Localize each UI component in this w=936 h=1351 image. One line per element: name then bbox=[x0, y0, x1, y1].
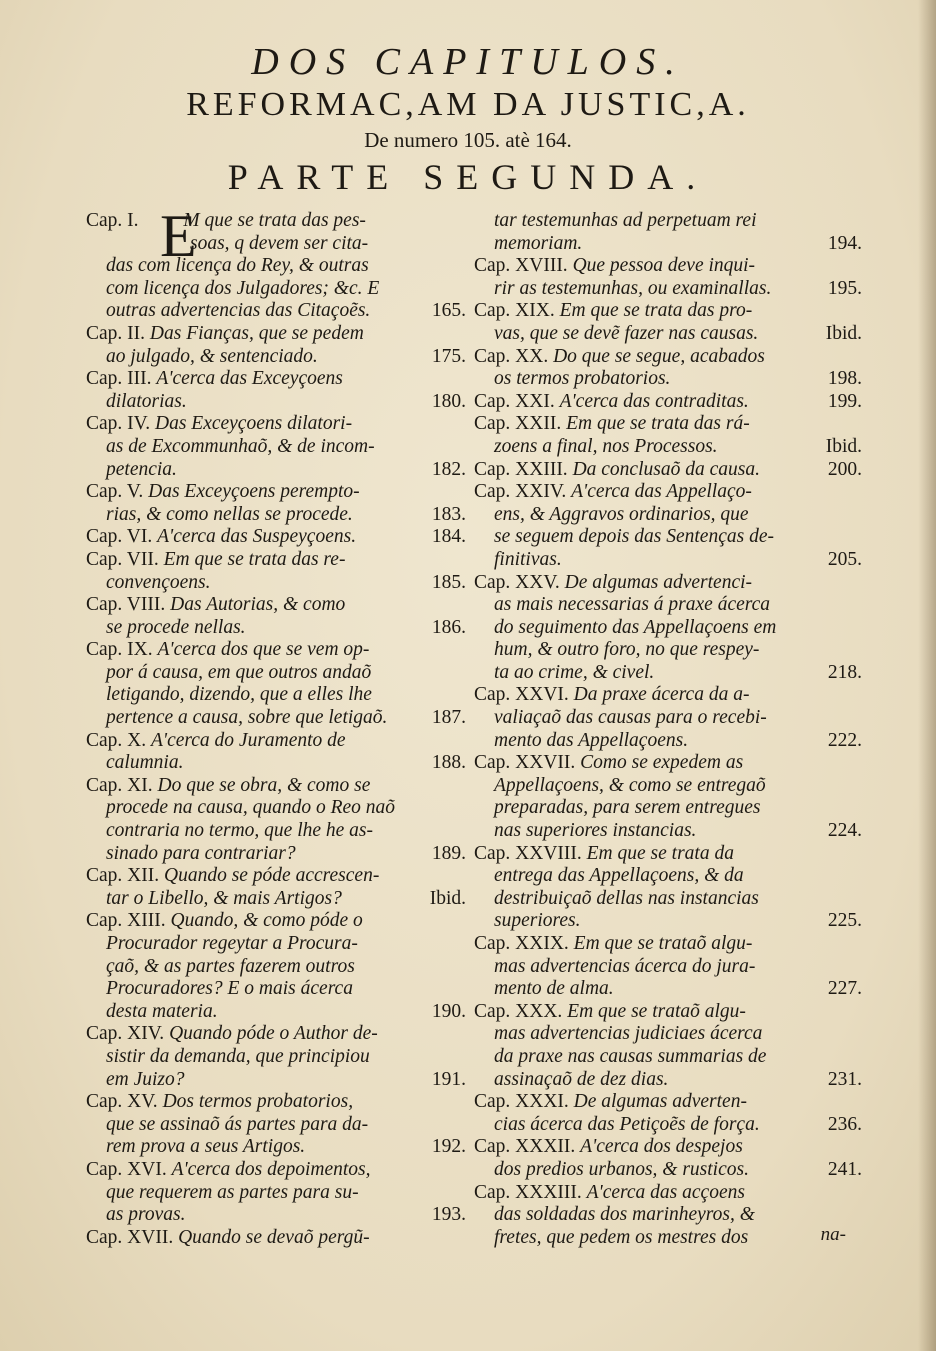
toc-line bbox=[474, 1113, 862, 1137]
chapter-title-text: Quando póde o Author de- bbox=[169, 1023, 378, 1045]
toc-line bbox=[474, 572, 854, 595]
toc-line bbox=[474, 277, 862, 301]
toc-line bbox=[86, 346, 466, 369]
page-number: 222. bbox=[827, 729, 862, 751]
page-number: 225. bbox=[827, 910, 862, 932]
chapter-title-text: desta materia. bbox=[106, 1000, 218, 1022]
toc-line bbox=[86, 549, 466, 572]
chapter-title-text: Das Fianças, que se pedem bbox=[149, 322, 364, 344]
toc-line bbox=[474, 458, 862, 482]
toc-entry bbox=[86, 526, 466, 549]
chapter-number: Cap. XXXIII. bbox=[474, 1181, 582, 1203]
toc-line bbox=[86, 797, 466, 820]
page-number: 194. bbox=[827, 232, 862, 254]
toc-line bbox=[86, 572, 466, 595]
toc-line bbox=[474, 504, 854, 527]
toc-line bbox=[86, 843, 466, 866]
chapter-number: Cap. XXV. bbox=[474, 571, 560, 593]
toc-line bbox=[86, 910, 466, 933]
toc-entry bbox=[474, 210, 862, 255]
chapter-title-text: Da praxe ácerca da a- bbox=[573, 684, 750, 706]
chapter-title-text: ta ao crime, & civel. bbox=[494, 661, 655, 683]
chapter-title-text: Em que se trataõ algu- bbox=[567, 1000, 746, 1022]
header-range: De numero 105. atè 164. bbox=[364, 128, 572, 152]
toc-entry bbox=[474, 458, 862, 482]
chapter-title-text: as mais necessarias á praxe ácerca bbox=[494, 594, 771, 616]
chapter-title-text: Que pessoa deve inqui- bbox=[572, 255, 756, 277]
toc-line bbox=[474, 888, 854, 911]
toc-line bbox=[86, 730, 466, 753]
chapter-number: Cap. XII. bbox=[86, 865, 160, 887]
chapter-title-text: memoriam. bbox=[494, 232, 583, 254]
toc-line bbox=[474, 752, 854, 775]
chapter-title-text: os termos probatorios. bbox=[494, 368, 671, 390]
toc-entry bbox=[474, 255, 862, 300]
toc-line bbox=[86, 1091, 466, 1114]
chapter-number: Cap. XIV. bbox=[86, 1023, 165, 1045]
chapter-title-text: calumnia. bbox=[106, 752, 184, 774]
chapter-title-text: Em que se trata das re- bbox=[163, 548, 346, 570]
chapter-title-text: sistir da demanda, que principiou bbox=[106, 1045, 370, 1067]
chapter-title-text: Do que se obra, & como se bbox=[157, 774, 371, 796]
toc-line bbox=[474, 368, 862, 391]
chapter-number: Cap. I. bbox=[86, 210, 139, 231]
chapter-title-text: Quando se póde accrescen- bbox=[163, 865, 380, 887]
chapter-title-text: Da conclusaõ da causa. bbox=[572, 458, 760, 480]
chapter-title-text: mas advertencias judiciaes ácerca bbox=[494, 1023, 763, 1045]
toc-entry bbox=[474, 300, 862, 345]
chapter-title-text: A'cerca dos que se vem op- bbox=[157, 639, 370, 661]
chapter-number: Cap. XV. bbox=[86, 1091, 158, 1113]
toc-entry bbox=[86, 549, 466, 594]
drop-capital: E bbox=[160, 203, 197, 269]
toc-line bbox=[474, 346, 854, 369]
chapter-title-text: vas, que se devẽ fazer nas causas. bbox=[494, 322, 759, 344]
toc-line bbox=[474, 729, 862, 753]
toc-entry bbox=[86, 323, 466, 368]
toc-line bbox=[474, 1046, 854, 1069]
toc-line bbox=[86, 888, 466, 911]
toc-line bbox=[86, 933, 466, 956]
chapter-number: Cap. XXII. bbox=[474, 413, 562, 435]
chapter-title-text: nas superiores instancias. bbox=[494, 820, 697, 842]
chapter-title-text: se procede nellas. bbox=[106, 616, 246, 638]
toc-line bbox=[474, 390, 862, 414]
chapter-title-text: A'cerca das contraditas. bbox=[559, 390, 749, 412]
page-number: 205. bbox=[827, 548, 862, 570]
toc-line bbox=[86, 368, 466, 391]
page-number: 236. bbox=[827, 1113, 862, 1135]
chapter-title-text: da praxe nas causas summarias de bbox=[494, 1045, 767, 1067]
chapter-number: Cap. VI. bbox=[86, 526, 153, 548]
toc-entry bbox=[86, 203, 466, 323]
toc-entry bbox=[474, 842, 862, 933]
page-number: 186. bbox=[431, 616, 466, 638]
toc-line bbox=[86, 662, 466, 685]
toc-line bbox=[86, 1204, 466, 1227]
toc-line bbox=[474, 639, 854, 662]
toc-right-column bbox=[474, 210, 862, 1249]
chapter-number: Cap. V. bbox=[86, 481, 144, 503]
toc-line bbox=[474, 481, 854, 504]
chapter-number: Cap. XXVIII. bbox=[474, 842, 582, 864]
chapter-title-text: A'cerca dos despejos bbox=[580, 1136, 743, 1158]
page-number: 218. bbox=[827, 661, 862, 683]
toc-line bbox=[86, 1069, 466, 1092]
chapter-title-text: mento de alma. bbox=[494, 978, 614, 1000]
toc-line bbox=[474, 526, 854, 549]
toc-line bbox=[474, 1227, 854, 1250]
chapter-title-text: Quando, & como póde o bbox=[170, 910, 363, 932]
chapter-number: Cap. XVII. bbox=[86, 1226, 174, 1248]
header-subtitle: REFORMAC,AM DA JUSTIC,A. bbox=[186, 86, 750, 123]
toc-line bbox=[86, 300, 466, 323]
toc-entry bbox=[474, 933, 862, 1001]
page-number: 227. bbox=[827, 978, 862, 1000]
toc-line bbox=[86, 436, 466, 459]
chapter-number: Cap. XXX. bbox=[474, 1000, 563, 1022]
toc-line bbox=[474, 210, 854, 233]
chapter-title-text: Em que se trataõ algu- bbox=[573, 933, 753, 954]
toc-line bbox=[86, 1114, 466, 1137]
page-number: Ibid. bbox=[825, 435, 862, 457]
toc-line bbox=[474, 843, 854, 866]
toc-line bbox=[474, 548, 862, 572]
page-number: Ibid. bbox=[429, 887, 466, 909]
chapter-title-text: do seguimento das Appellaçoens em bbox=[494, 616, 777, 638]
toc-line bbox=[474, 300, 854, 323]
page-number: 188. bbox=[431, 752, 466, 774]
toc-entry bbox=[474, 1091, 862, 1136]
toc-line bbox=[86, 956, 466, 979]
page-number: 175. bbox=[431, 345, 466, 367]
chapter-title-text: entrega das Appellaçoens, & da bbox=[494, 865, 744, 887]
chapter-number: Cap. II. bbox=[86, 322, 146, 344]
chapter-title-text: Procuradores? E o mais ácerca bbox=[106, 978, 353, 1000]
chapter-title-text: das soldadas dos marinheyros, & bbox=[494, 1204, 755, 1226]
page-number: 200. bbox=[827, 458, 862, 480]
toc-line bbox=[86, 684, 466, 707]
chapter-title-text: mento das Appellaçoens. bbox=[494, 729, 689, 751]
chapter-title-text: das com licença do Rey, & outras bbox=[106, 255, 369, 277]
toc-line bbox=[474, 797, 854, 820]
header-title: DOS CAPITULOS. bbox=[251, 41, 685, 83]
page-number: 199. bbox=[827, 390, 862, 412]
toc-entry bbox=[474, 1182, 854, 1250]
chapter-title-text: Em que se trata das pro- bbox=[559, 300, 753, 322]
chapter-title-text: zoens a final, nos Processos. bbox=[494, 435, 718, 457]
toc-line bbox=[474, 956, 854, 979]
toc-entry bbox=[86, 368, 466, 413]
toc-line bbox=[86, 278, 466, 301]
toc-line bbox=[86, 255, 466, 278]
chapter-number: Cap. XIII. bbox=[86, 910, 166, 932]
chapter-title-text: A'cerca do Juramento de bbox=[151, 729, 346, 751]
chapter-number: Cap. XXVI. bbox=[474, 684, 569, 706]
chapter-title-text: com licença dos Julgadores; &c. E bbox=[106, 277, 380, 299]
chapter-title-text: tar o Libello, & mais Artigos? bbox=[106, 887, 342, 909]
page-number: 224. bbox=[827, 820, 862, 842]
toc-line bbox=[86, 978, 466, 1001]
toc-line bbox=[474, 707, 854, 730]
toc-line bbox=[86, 1136, 466, 1159]
toc-line bbox=[474, 1001, 854, 1024]
chapter-title-text: Quando se devaõ pergũ- bbox=[178, 1226, 370, 1248]
chapter-title-text: letigando, dizendo, que a elles lhe bbox=[106, 684, 372, 706]
chapter-title-text: convençoens. bbox=[106, 571, 211, 593]
page-number: 183. bbox=[431, 503, 466, 525]
chapter-title-text: dos predios urbanos, & rusticos. bbox=[494, 1158, 749, 1180]
chapter-title-text: mas advertencias ácerca do jura- bbox=[494, 955, 756, 977]
chapter-title-text: contraria no termo, que lhe he as- bbox=[106, 820, 374, 842]
toc-line bbox=[86, 459, 466, 482]
chapter-title-text: A'cerca das Exceyçoens bbox=[156, 368, 343, 390]
chapter-title-text: rias, & como nellas se procede. bbox=[106, 503, 353, 525]
chapter-title-text: as provas. bbox=[106, 1204, 186, 1226]
toc-line bbox=[86, 865, 466, 888]
chapter-number: Cap. XXXI. bbox=[474, 1091, 569, 1113]
toc-line bbox=[86, 752, 466, 775]
toc-line bbox=[474, 684, 854, 707]
toc-line bbox=[474, 661, 862, 685]
chapter-title-text: Das Autorias, & como bbox=[170, 594, 346, 616]
chapter-title-text: soas, q devem ser cita- bbox=[190, 232, 369, 254]
toc-entry bbox=[474, 684, 862, 752]
toc-entry bbox=[86, 910, 466, 1023]
toc-line bbox=[474, 820, 862, 843]
toc-line bbox=[474, 1182, 854, 1205]
toc-line bbox=[86, 1182, 466, 1205]
toc-line bbox=[86, 1001, 466, 1024]
chapter-title-text: De algumas adverten- bbox=[573, 1091, 747, 1113]
chapter-number: Cap. XVI. bbox=[86, 1158, 167, 1180]
chapter-number: Cap. XI. bbox=[86, 774, 153, 796]
page-number: 241. bbox=[827, 1158, 862, 1180]
chapter-number: Cap. XXI. bbox=[474, 390, 555, 412]
toc-line bbox=[474, 413, 854, 436]
toc-entry bbox=[86, 594, 466, 639]
toc-line bbox=[474, 1136, 854, 1159]
chapter-title-text: tar testemunhas ad perpetuam rei bbox=[494, 210, 757, 231]
toc-line bbox=[86, 526, 466, 549]
page-edge-shadow bbox=[918, 0, 936, 1351]
page-number: 180. bbox=[431, 390, 466, 412]
chapter-number: Cap. X. bbox=[86, 729, 147, 751]
toc-line bbox=[474, 1068, 862, 1092]
toc-line bbox=[86, 481, 466, 504]
toc-line bbox=[86, 594, 466, 617]
chapter-title-text: petencia. bbox=[106, 458, 177, 480]
chapter-number: Cap. XVIII. bbox=[474, 255, 568, 277]
toc-entry bbox=[86, 1023, 466, 1091]
toc-line bbox=[86, 233, 466, 256]
chapter-title-text: Do que se segue, acabados bbox=[553, 345, 765, 367]
chapter-number: Cap. VII. bbox=[86, 548, 159, 570]
chapter-title-text: outras advertencias das Citaçoẽs. bbox=[106, 300, 371, 322]
toc-entry bbox=[86, 481, 466, 526]
toc-entry bbox=[86, 1091, 466, 1159]
toc-line bbox=[86, 820, 466, 843]
toc-entry bbox=[86, 413, 466, 481]
chapter-number: Cap. VIII. bbox=[86, 594, 166, 616]
chapter-title-text: fretes, que pedem os mestres dos bbox=[494, 1226, 749, 1248]
toc-entry bbox=[86, 639, 466, 729]
page-number: 165. bbox=[431, 300, 466, 322]
toc-entry bbox=[86, 775, 466, 865]
toc-entry bbox=[86, 1227, 466, 1250]
toc-line bbox=[86, 707, 466, 730]
toc-line bbox=[86, 775, 466, 798]
toc-line bbox=[86, 391, 466, 414]
chapter-title-text: as de Excommunhaõ, & de incom- bbox=[106, 435, 375, 457]
chapter-title-text: De algumas advertenci- bbox=[564, 571, 753, 593]
toc-line bbox=[474, 594, 854, 617]
toc-entry bbox=[474, 413, 862, 458]
toc-line bbox=[86, 323, 466, 346]
chapter-title-text: A'cerca das acçoens bbox=[586, 1181, 745, 1203]
toc-line bbox=[474, 1023, 854, 1046]
chapter-title-text: A'cerca das Appellaço- bbox=[571, 481, 752, 503]
chapter-number: Cap. XXVII. bbox=[474, 752, 576, 774]
toc-left-column bbox=[86, 203, 466, 1249]
toc-line bbox=[86, 1159, 466, 1182]
chapter-title-text: çaõ, & as partes fazerem outros bbox=[106, 955, 355, 977]
chapter-title-text: por á causa, em que outros andaõ bbox=[106, 661, 372, 683]
chapter-title-text: dilatorias. bbox=[106, 390, 187, 412]
chapter-number: Cap. IX. bbox=[86, 639, 153, 661]
chapter-title-text: cias ácerca das Petiçoẽs de força. bbox=[494, 1113, 760, 1135]
chapter-title-text: ens, & Aggravos ordinarios, que bbox=[494, 503, 749, 525]
toc-line bbox=[86, 413, 466, 436]
chapter-title-text: hum, & outro foro, no que respey- bbox=[494, 639, 760, 661]
toc-entry bbox=[474, 390, 862, 414]
chapter-title-text: em Juizo? bbox=[106, 1068, 185, 1090]
toc-entry bbox=[86, 730, 466, 775]
toc-entry bbox=[86, 865, 466, 910]
chapter-number: Cap. XXIX. bbox=[474, 933, 569, 954]
toc-entry bbox=[86, 1159, 466, 1227]
chapter-title-text: superiores. bbox=[494, 910, 581, 932]
chapter-number: Cap. XXXII. bbox=[474, 1136, 576, 1158]
page-number: 189. bbox=[431, 842, 466, 864]
header-part: PARTE SEGUNDA. bbox=[227, 157, 709, 197]
toc-entry bbox=[474, 1000, 862, 1091]
toc-entry bbox=[474, 752, 862, 842]
toc-line bbox=[474, 322, 862, 346]
catchword: na- bbox=[820, 1224, 846, 1245]
toc-line bbox=[474, 1091, 854, 1114]
chapter-title-text: Das Exceyçoens perempto- bbox=[148, 481, 360, 503]
chapter-title-text: valiaçaõ das causas para o recebi- bbox=[494, 707, 767, 729]
page-number: 195. bbox=[827, 277, 862, 299]
toc-line bbox=[86, 1046, 466, 1069]
chapter-title-text: se seguem depois das Sentenças de- bbox=[494, 526, 774, 548]
page-number: 184. bbox=[431, 526, 466, 548]
chapter-number: Cap. IV. bbox=[86, 413, 151, 435]
page-number: 192. bbox=[431, 1136, 466, 1158]
chapter-title-text: ao julgado, & sentenciado. bbox=[106, 345, 318, 367]
toc-line bbox=[474, 910, 862, 933]
chapter-title-text: que se assinaõ ás partes para da- bbox=[106, 1113, 369, 1135]
chapter-number: Cap. III. bbox=[86, 368, 152, 390]
toc-line bbox=[86, 617, 466, 640]
chapter-title-text: A'cerca das Suspeyçoens. bbox=[157, 526, 357, 548]
page-number: 190. bbox=[431, 1000, 466, 1022]
page-number: 187. bbox=[431, 707, 466, 729]
chapter-title-text: A'cerca dos depoimentos, bbox=[171, 1158, 371, 1180]
chapter-title-text: Como se expedem as bbox=[580, 752, 744, 774]
toc-line bbox=[474, 1204, 854, 1227]
chapter-title-text: rem prova a seus Artigos. bbox=[106, 1136, 306, 1158]
chapter-title-text: preparadas, para serem entregues bbox=[494, 797, 761, 819]
page-number: 193. bbox=[431, 1204, 466, 1226]
page-number: 231. bbox=[827, 1068, 862, 1090]
toc-line bbox=[474, 617, 854, 640]
chapter-title-text: Em que se trata da bbox=[586, 842, 734, 864]
toc-entry bbox=[474, 481, 862, 571]
toc-entry bbox=[474, 571, 862, 685]
toc-line bbox=[474, 865, 854, 888]
toc-line bbox=[474, 1158, 862, 1182]
toc-line bbox=[474, 775, 854, 798]
chapter-title-text: M que se trata das pes- bbox=[183, 210, 366, 231]
toc-entry bbox=[474, 1136, 862, 1181]
page-number: Ibid. bbox=[825, 322, 862, 344]
page-number: 182. bbox=[431, 458, 466, 480]
chapter-number: Cap. XX. bbox=[474, 345, 549, 367]
chapter-title-text: pertence a causa, sobre que letigaõ. bbox=[106, 707, 388, 729]
toc-line bbox=[86, 1023, 466, 1046]
chapter-title-text: Procurador regeytar a Procura- bbox=[106, 933, 358, 954]
chapter-title-text: procede na causa, quando o Reo naõ bbox=[106, 797, 396, 819]
chapter-title-text: Em que se trata das rá- bbox=[566, 413, 750, 435]
page-number: 185. bbox=[431, 571, 466, 593]
toc-entry bbox=[474, 345, 862, 391]
toc-line bbox=[474, 933, 854, 956]
toc-line bbox=[86, 639, 466, 662]
chapter-title-text: Dos termos probatorios, bbox=[162, 1091, 354, 1113]
chapter-title-text: destribuiçaõ dellas nas instancias bbox=[494, 887, 759, 909]
chapter-title-text: que requerem as partes para su- bbox=[106, 1181, 359, 1203]
toc-line bbox=[474, 435, 862, 459]
chapter-number: Cap. XXIV. bbox=[474, 481, 567, 503]
toc-line bbox=[86, 1227, 466, 1250]
toc-line bbox=[474, 255, 854, 278]
toc-line bbox=[474, 978, 862, 1001]
chapter-title-text: finitivas. bbox=[494, 548, 562, 570]
toc-line bbox=[474, 232, 862, 256]
chapter-number: Cap. XIX. bbox=[474, 300, 555, 322]
chapter-title-text: Das Exceyçoens dilatori- bbox=[154, 413, 353, 435]
page-number: 198. bbox=[827, 368, 862, 390]
chapter-title-text: sinado para contrariar? bbox=[106, 842, 296, 864]
page-number: 191. bbox=[431, 1068, 466, 1090]
toc-line bbox=[86, 504, 466, 527]
chapter-title-text: Appellaçoens, & como se entregaõ bbox=[494, 774, 766, 796]
chapter-number: Cap. XXIII. bbox=[474, 458, 568, 480]
chapter-title-text: rir as testemunhas, ou examinallas. bbox=[494, 277, 772, 299]
chapter-title-text: assinaçaõ de dez dias. bbox=[494, 1068, 669, 1090]
